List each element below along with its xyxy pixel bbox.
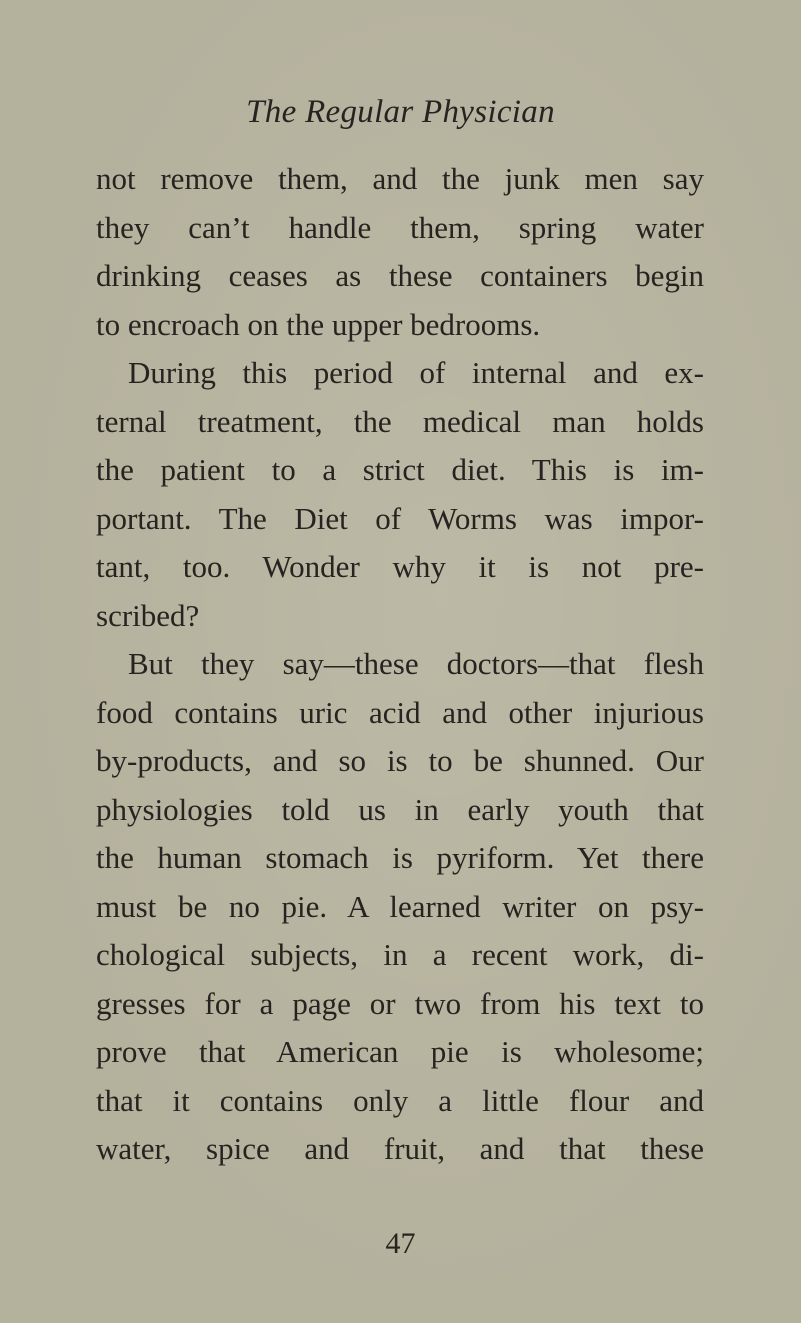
text-line: the patient to a strict diet. This is im- — [96, 452, 704, 487]
text-line: they can’t handle them, spring water — [96, 209, 704, 245]
text-line: physiologies told us in early youth that — [96, 791, 704, 827]
text-line: water, spice and fruit, and that these — [96, 1131, 704, 1166]
text-line: food contains uric acid and other injurious — [96, 694, 704, 730]
text-line: But they say—these doctors—that flesh — [128, 646, 704, 681]
text-line: scribed? — [96, 597, 200, 633]
text-line: must be no pie. A learned writer on psy- — [96, 888, 704, 924]
text-line: tant, too. Wonder why it is not pre- — [96, 549, 704, 584]
body-text — [96, 155, 704, 1174]
text-line: During this period of internal and ex- — [128, 355, 704, 390]
text-line: prove that American pie is wholesome; — [96, 1034, 704, 1069]
text-line: portant. The Diet of Worms was impor- — [96, 500, 704, 536]
text-line: gresses for a page or two from his text to — [96, 985, 704, 1021]
text-line: not remove them, and the junk men say — [96, 161, 704, 196]
text-line: the human stomach is pyriform. Yet there — [96, 840, 704, 875]
page-number: 47 — [385, 1227, 416, 1260]
text-line: by-products, and so is to be shunned. Our — [96, 743, 704, 778]
text-line: that it contains only a little flour and — [96, 1082, 704, 1118]
text-line: to encroach on the upper bedrooms. — [96, 306, 541, 342]
running-head: The Regular Physician — [246, 94, 555, 130]
text-line: ternal treatment, the medical man holds — [96, 403, 704, 439]
text-line: chological subjects, in a recent work, di- — [96, 937, 704, 972]
text-line: drinking ceases as these containers begin — [96, 258, 704, 293]
